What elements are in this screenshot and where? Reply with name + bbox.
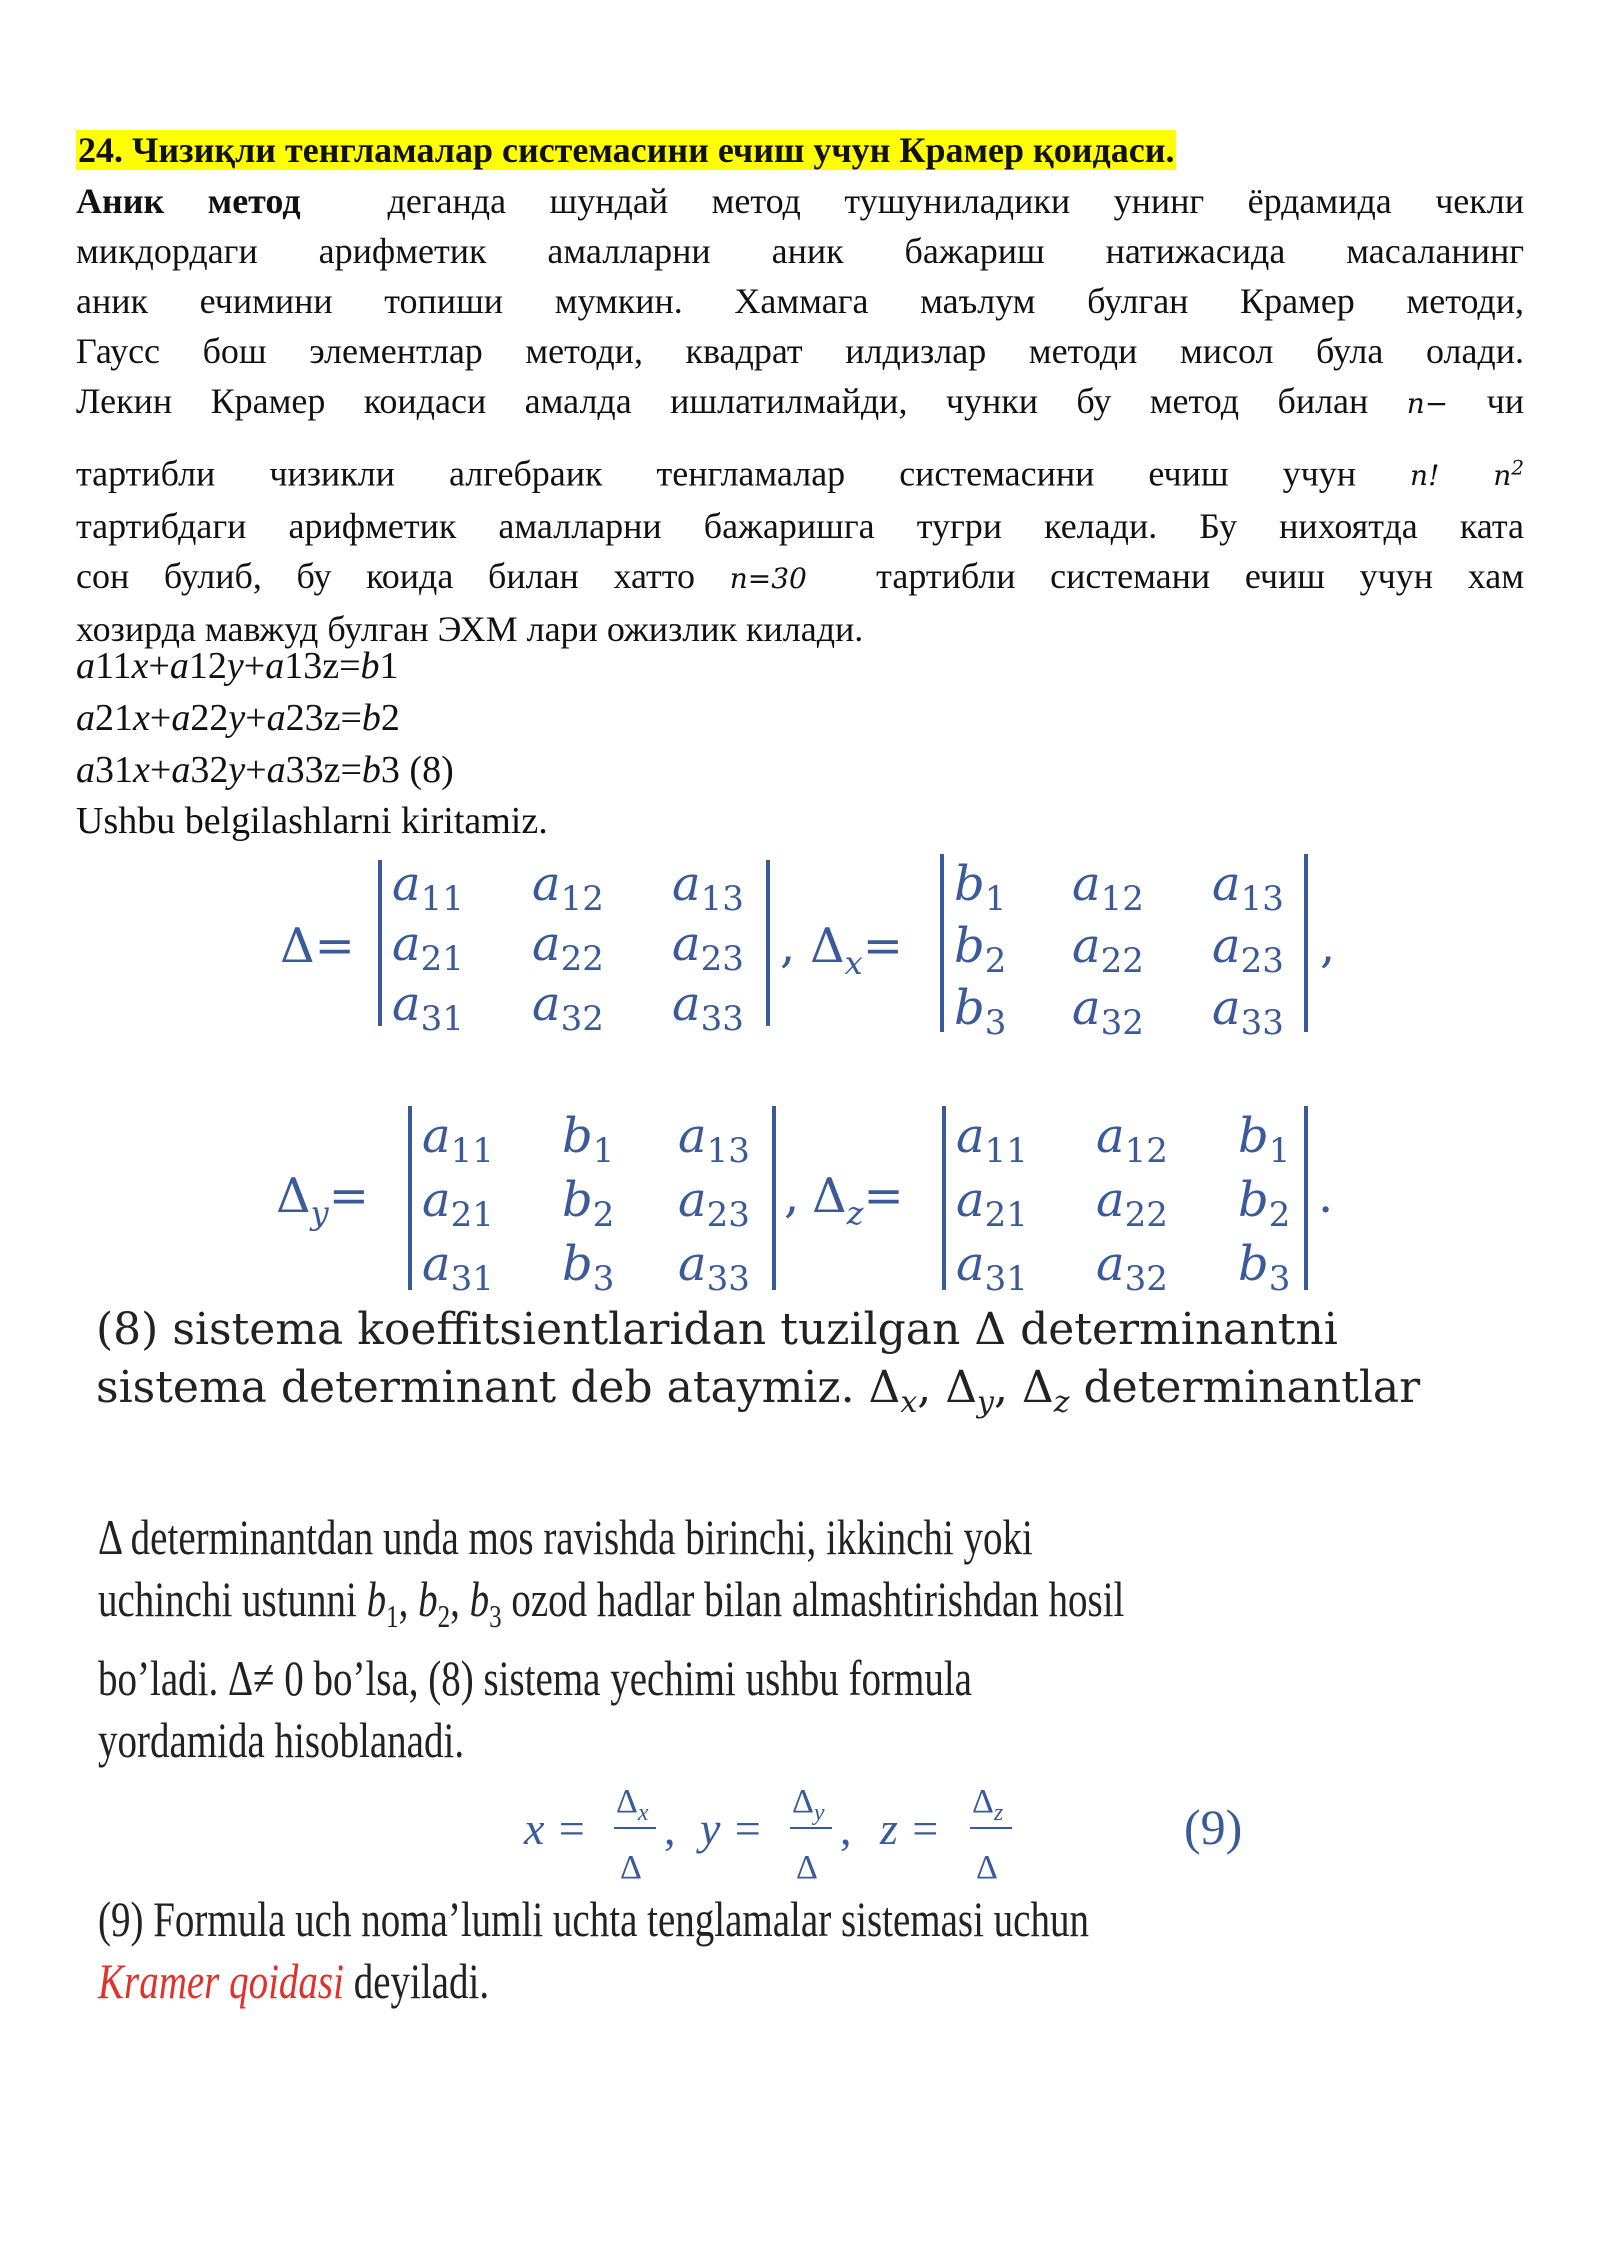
svg-text:,: ,	[780, 918, 796, 974]
equation-1: a11x+a12y+a13z=b1	[76, 645, 399, 687]
matrix-cell: $a_{12}$	[532, 856, 604, 919]
cramer-rule-term: Kramer qoidasi	[98, 1953, 344, 2009]
matrix-cell: $a_{11}$	[422, 1108, 494, 1171]
intro-line-5: Лекин Крамер коидаси амалда ишлатилмайди, чунки бу метод билан n− чи	[76, 381, 1525, 421]
matrix-cell: $a_{13}$	[672, 856, 744, 919]
matrix-cell: $a_{21}$	[422, 1172, 494, 1235]
matrix-cell: $b_3$	[562, 1236, 615, 1299]
formula-x: x =	[524, 1803, 587, 1854]
formula-z: z =	[880, 1803, 941, 1854]
svg-text:.: .	[1318, 1168, 1334, 1224]
matrix-cell: $a_{23}$	[678, 1172, 750, 1235]
cramer-formula	[510, 1774, 1290, 1894]
matrix-cell: $a_{22}$	[532, 916, 604, 979]
determinants-delta-deltax	[260, 850, 1360, 1050]
math-n: n−	[1406, 387, 1449, 420]
svg-text:Δ: Δ	[796, 1849, 818, 1886]
matrix-cell: $b_3$	[1238, 1236, 1291, 1299]
svg-text:Δx: $\Delta_x$	[616, 1783, 649, 1826]
svg-text:(8) sistema koeffitsientlarida: (8) sistema koeffitsientlaridan tuzilgan Δ determinantni	[96, 1304, 1338, 1355]
delta-z-label: $\Delta_z=$	[812, 1168, 904, 1232]
matrix-cell: $a_{11}$	[956, 1108, 1028, 1171]
equation-system	[76, 640, 454, 796]
svg-text:,: ,	[1320, 918, 1336, 974]
formula-y: y =	[700, 1803, 763, 1854]
matrix-cell: $b_1$	[1238, 1108, 1291, 1171]
matrix-cell: $b_2$	[562, 1172, 615, 1235]
matrix-cell: $a_{21}$	[956, 1172, 1028, 1235]
matrix-cell: $a_{32}$	[1096, 1236, 1168, 1299]
svg-text:Δ: Δ	[976, 1849, 998, 1886]
svg-text:Δz: $\Delta_z$	[972, 1783, 1004, 1826]
matrix-cell: $a_{11}$	[392, 856, 464, 919]
matrix-cell: $a_{13}$	[678, 1108, 750, 1171]
replacement-paragraph: Δ determinantdan unda mos ravishda birinchi, ikkinchi yoki uchinchi ustunni $b_1$, $b_2$, $b_3$ ozod hadlar bilan almashtirishdan hosil bo’ladi. Δ≠ 0 bo’lsa, (8) sistema yechimi ushbu formula yordamida hisoblanadi.	[98, 1509, 1125, 1768]
svg-text:,: ,	[784, 1168, 800, 1224]
matrix-cell: $a_{22}$	[1072, 918, 1144, 981]
svg-text:Δy: $\Delta_y$	[792, 1783, 825, 1826]
matrix-cell: $a_{21}$	[392, 916, 464, 979]
equation-3: a31x+a32y+a33z=b3 (8)	[76, 749, 454, 791]
intro-paragraph	[76, 176, 1524, 654]
formula-label: (9)	[1184, 1799, 1243, 1855]
matrix-cell: $a_{12}$	[1072, 856, 1144, 919]
intro-line-3: аник ечимини топиши мумкин. Хаммага маълум булган Крамер методи,	[76, 281, 1524, 321]
intro-line-9: хозирда мавжуд булган ЭХМ лари ожизлик килади.	[76, 609, 864, 650]
matrix-cell: $a_{12}$	[1096, 1108, 1168, 1171]
matrix-cell: $a_{13}$	[1212, 856, 1284, 919]
delta-y-label: $\Delta_y=$	[276, 1168, 369, 1232]
matrix-cell: $b_3$	[954, 980, 1007, 1043]
equation-2: a21x+a22y+a23z=b2	[76, 697, 400, 739]
intro-line-8: сон булиб, бу коида билан хатто n=30 тартибли системани ечиш учун хам	[76, 556, 1524, 597]
notation-intro: Ushbu belgilashlarni kiritamiz.	[76, 800, 548, 842]
matrix-cell: $a_{23}$	[1212, 918, 1284, 981]
math-n30: n=30	[729, 562, 807, 596]
delta-label: Δ=	[280, 918, 355, 974]
matrix-cell: $b_1$	[954, 856, 1007, 919]
section-title: 24. Чизиқли тенгламалар системасини ечиш учун Крамер қоидаси.	[78, 130, 1175, 170]
intro-line-6: тартибли чизикли алгебраик тенгламалар системасини ечиш учун n! $n^2$	[76, 453, 1525, 494]
svg-text:Δ: Δ	[620, 1849, 642, 1886]
svg-text:,: ,	[664, 1803, 676, 1854]
intro-line-4: Гаусс бош элементлар методи, квадрат илдизлар методи мисол була олади.	[76, 331, 1524, 371]
matrix-cell: $a_{33}$	[678, 1236, 750, 1299]
intro-line-7: тартибдаги арифметик амалларни бажаришга тугри келади. Бу нихоятда ката	[76, 506, 1524, 547]
conclusion-paragraph: (9) Formula uch noma’lumli uchta tenglamalar sistemasi uchun Kramer qoidasi deyiladi.	[98, 1891, 1090, 2009]
intro-line-2: микдордаги арифметик амалларни аник бажариш натижасида масаланинг	[76, 231, 1524, 271]
matrix-cell: $a_{22}$	[1096, 1172, 1168, 1235]
matrix-cell: $a_{23}$	[672, 916, 744, 979]
system-determinant-text	[90, 1300, 1510, 1430]
determinants-deltay-deltaz	[260, 1100, 1360, 1300]
svg-text:sistema determinant deb ataymi: sistema determinant deb ataymiz. $\Delta_x$, $\Delta_y$, $\Delta_z$ determinantlar	[96, 1362, 1421, 1420]
matrix-cell: $a_{31}$	[956, 1236, 1028, 1299]
matrix-cell: $a_{31}$	[422, 1236, 494, 1299]
svg-text:,: ,	[840, 1803, 852, 1854]
math-nfact: n! $n^2$	[1410, 456, 1525, 493]
matrix-cell: $a_{32}$	[532, 976, 604, 1039]
matrix-cell: $a_{33}$	[672, 976, 744, 1039]
matrix-cell: $a_{32}$	[1072, 980, 1144, 1043]
matrix-cell: $b_2$	[954, 918, 1007, 981]
term-exact-method: Аник метод	[76, 181, 301, 221]
matrix-cell: $a_{33}$	[1212, 980, 1284, 1043]
matrix-cell: $b_1$	[562, 1108, 615, 1171]
matrix-cell: $a_{31}$	[392, 976, 464, 1039]
delta-x-label: $\Delta_x=$	[810, 918, 903, 982]
intro-line-1: Аник метод деганда шундай метод тушуниладики унинг ёрдамида чекли	[76, 181, 1525, 221]
matrix-cell: $b_2$	[1238, 1172, 1291, 1235]
